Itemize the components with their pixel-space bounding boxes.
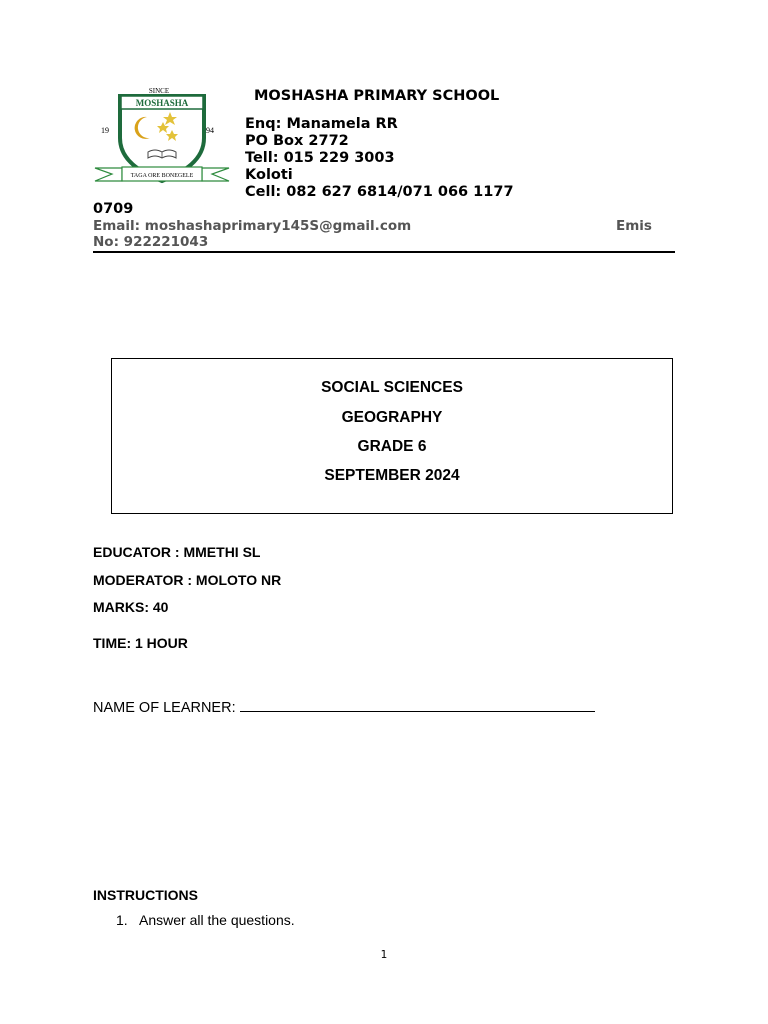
grade-title: GRADE 6 [357,438,427,455]
learner-name-field [93,697,595,717]
school-name: MOSHASHA PRIMARY SCHOOL [254,88,500,104]
list-item-text: Answer all the questions. [139,912,295,928]
moderator-line: MODERATOR : MOLOTO NR [93,572,282,588]
list-item [116,912,295,928]
exam-title-box [111,358,673,514]
enquiries-contact: Enq: Manamela RR [245,116,398,132]
educator-line: EDUCATOR : MMETHI SL [93,544,261,560]
topic-title: GEOGRAPHY [341,409,443,426]
crest-banner-text: MOSHASHA [135,98,189,108]
list-item-number: 1. [116,912,128,928]
exam-date: SEPTEMBER 2024 [324,467,460,484]
crest-year-left: 19 [101,126,109,135]
instructions-list [116,912,295,928]
crest-since-text: SINCE [148,87,170,95]
cell-numbers: Cell: 082 627 6814/071 066 1177 [245,184,514,200]
emis-number: No: 922221043 [93,234,209,250]
marks-line: MARKS: 40 [93,599,169,615]
learner-name-blank[interactable] [240,697,595,712]
page-number: 1 [380,949,388,961]
learner-name-label: NAME OF LEARNER: [93,700,236,716]
email-address: Email: moshashaprimary145S@gmail.com [93,218,412,234]
po-box: PO Box 2772 [245,133,349,149]
letterhead-divider [93,251,675,253]
cell-numbers-continued: 0709 [93,201,134,217]
town-name: Koloti [245,167,293,183]
school-crest-logo [92,86,232,190]
crest-year-right: 94 [206,126,214,135]
time-line: TIME: 1 HOUR [93,635,188,651]
emis-label: Emis [616,218,652,234]
instructions-heading: INSTRUCTIONS [93,887,198,903]
telephone-number: Tell: 015 229 3003 [245,150,395,166]
crest-motto-text: TAGA ORE BONEGELE [130,173,194,179]
subject-title: SOCIAL SCIENCES [321,379,463,396]
motto-ribbon [95,168,122,181]
